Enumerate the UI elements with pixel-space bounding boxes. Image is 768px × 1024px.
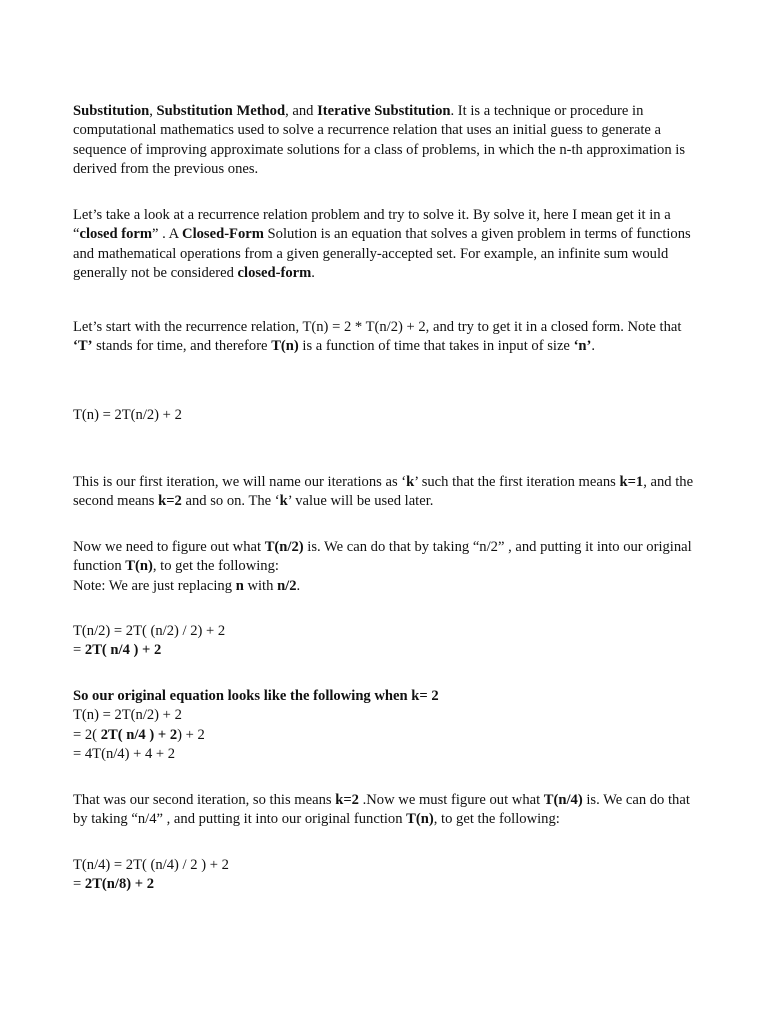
- text-run: .: [311, 265, 315, 282]
- bold-text-run: 2T( n/4 ) + 2: [84, 642, 162, 659]
- bold-text-run: 2T(n/8) + 2: [84, 876, 155, 893]
- text-run: stands for time, and therefore: [92, 338, 272, 355]
- text-run: = 4T(n/4) + 4 + 2: [73, 746, 176, 763]
- bold-text-run: closed form: [79, 226, 153, 243]
- k2-equation-block: [73, 687, 703, 765]
- text-run: is. We can do that by taking “n/4” , and putting it into our original function: [73, 792, 690, 828]
- text-run: T(n/4) = 2T( (n/4) / 2 ) + 2: [73, 857, 229, 873]
- intro-paragraph: [73, 102, 703, 180]
- bold-text-run: T(n): [125, 558, 153, 575]
- bold-text-run: closed-form: [237, 265, 312, 282]
- text-run: Solution is an equation that solves a given problem in terms of functions and mathematical operations from a given generally-accepted set. For example, an infinite sum would generally not be considered: [73, 226, 691, 282]
- bold-text-run: k=1: [619, 474, 644, 490]
- text-run: Let’s start with the recurrence relation, T(n) = 2 * T(n/2) + 2, and try to get it in a closed form. Note that: [73, 319, 682, 335]
- text-run: . It is a technique or procedure in computational mathematics used to solve a recurrence relation that uses an initial guess to generate a sequence of improving approximate solutions for a class of problems, in which the n-th approximation is derived from the previous ones.: [73, 103, 685, 178]
- bold-text-run: k=2: [335, 792, 359, 808]
- bold-text-run: Closed-Form: [182, 226, 264, 243]
- bold-text-run: T(n/4): [543, 792, 583, 808]
- text-run: , and: [285, 103, 318, 119]
- bold-text-run: T(n): [406, 811, 434, 828]
- text-run: ’ such that the first iteration means: [414, 474, 620, 490]
- bold-text-run: ‘n’: [573, 338, 592, 355]
- bold-text-run: T(n): [271, 338, 299, 355]
- t-n-2-paragraph: [73, 538, 703, 596]
- text-run: T(n) = 2T(n/2) + 2: [73, 707, 182, 724]
- bold-text-run: Substitution Method: [156, 103, 286, 119]
- recurrence-intro-paragraph: [73, 318, 703, 357]
- text-run: , and the second means: [73, 474, 694, 510]
- text-run: T(n) = 2T(n/2) + 2: [73, 407, 182, 423]
- bold-text-run: k: [279, 493, 288, 510]
- bold-text-run: So our original equation looks like the following when k= 2: [73, 688, 439, 704]
- text-run: ) + 2: [177, 726, 205, 743]
- bold-text-run: Substitution: [73, 103, 150, 119]
- t-n-2-equation: [73, 622, 703, 661]
- text-run: That was our second iteration, so this means: [73, 792, 336, 808]
- first-iteration-paragraph: [73, 473, 703, 512]
- text-run: =: [73, 876, 85, 893]
- text-run: = 2(: [73, 726, 101, 743]
- bold-text-run: T(n/2): [264, 539, 304, 555]
- text-run: T(n/2) = 2T( (n/2) / 2) + 2: [73, 623, 226, 639]
- text-run: ” . A: [152, 226, 183, 243]
- bold-text-run: 2T( n/4 ) + 2: [100, 726, 178, 743]
- bold-text-run: Iterative Substitution: [317, 103, 451, 119]
- t-n-4-equation: [73, 856, 703, 895]
- text-run: is. We can do that by taking “n/2” , and putting it into our original function: [73, 539, 692, 575]
- bold-text-run: ‘T’: [73, 338, 93, 355]
- bold-text-run: k=2: [158, 493, 182, 510]
- text-run: and so on. The ‘: [181, 493, 280, 510]
- text-run: =: [73, 642, 85, 659]
- text-run: Now we need to figure out what: [73, 539, 265, 555]
- text-run: This is our first iteration, we will name our iterations as ‘: [73, 474, 407, 490]
- text-run: Note: We are just replacing: [73, 577, 236, 594]
- text-run: ’ value will be used later.: [287, 493, 434, 510]
- second-iteration-paragraph: [73, 791, 703, 830]
- bold-text-run: n/2: [277, 577, 297, 594]
- text-run: is a function of time that takes in input of size: [298, 338, 574, 355]
- text-run: with: [243, 577, 278, 594]
- text-run: .Now we must figure out what: [358, 792, 544, 808]
- text-run: Let’s take a look at a recurrence relation problem and try to solve it. By solve it, here I mean get it in a “: [73, 207, 671, 243]
- text-run: , to get the following:: [433, 811, 560, 828]
- text-run: .: [296, 577, 301, 594]
- text-run: , to get the following:: [152, 558, 279, 575]
- text-run: ,: [149, 103, 157, 119]
- text-run: .: [591, 338, 596, 355]
- closed-form-paragraph: [73, 206, 703, 284]
- recurrence-equation: [73, 406, 703, 425]
- bold-text-run: n: [235, 577, 244, 594]
- bold-text-run: k: [406, 474, 415, 490]
